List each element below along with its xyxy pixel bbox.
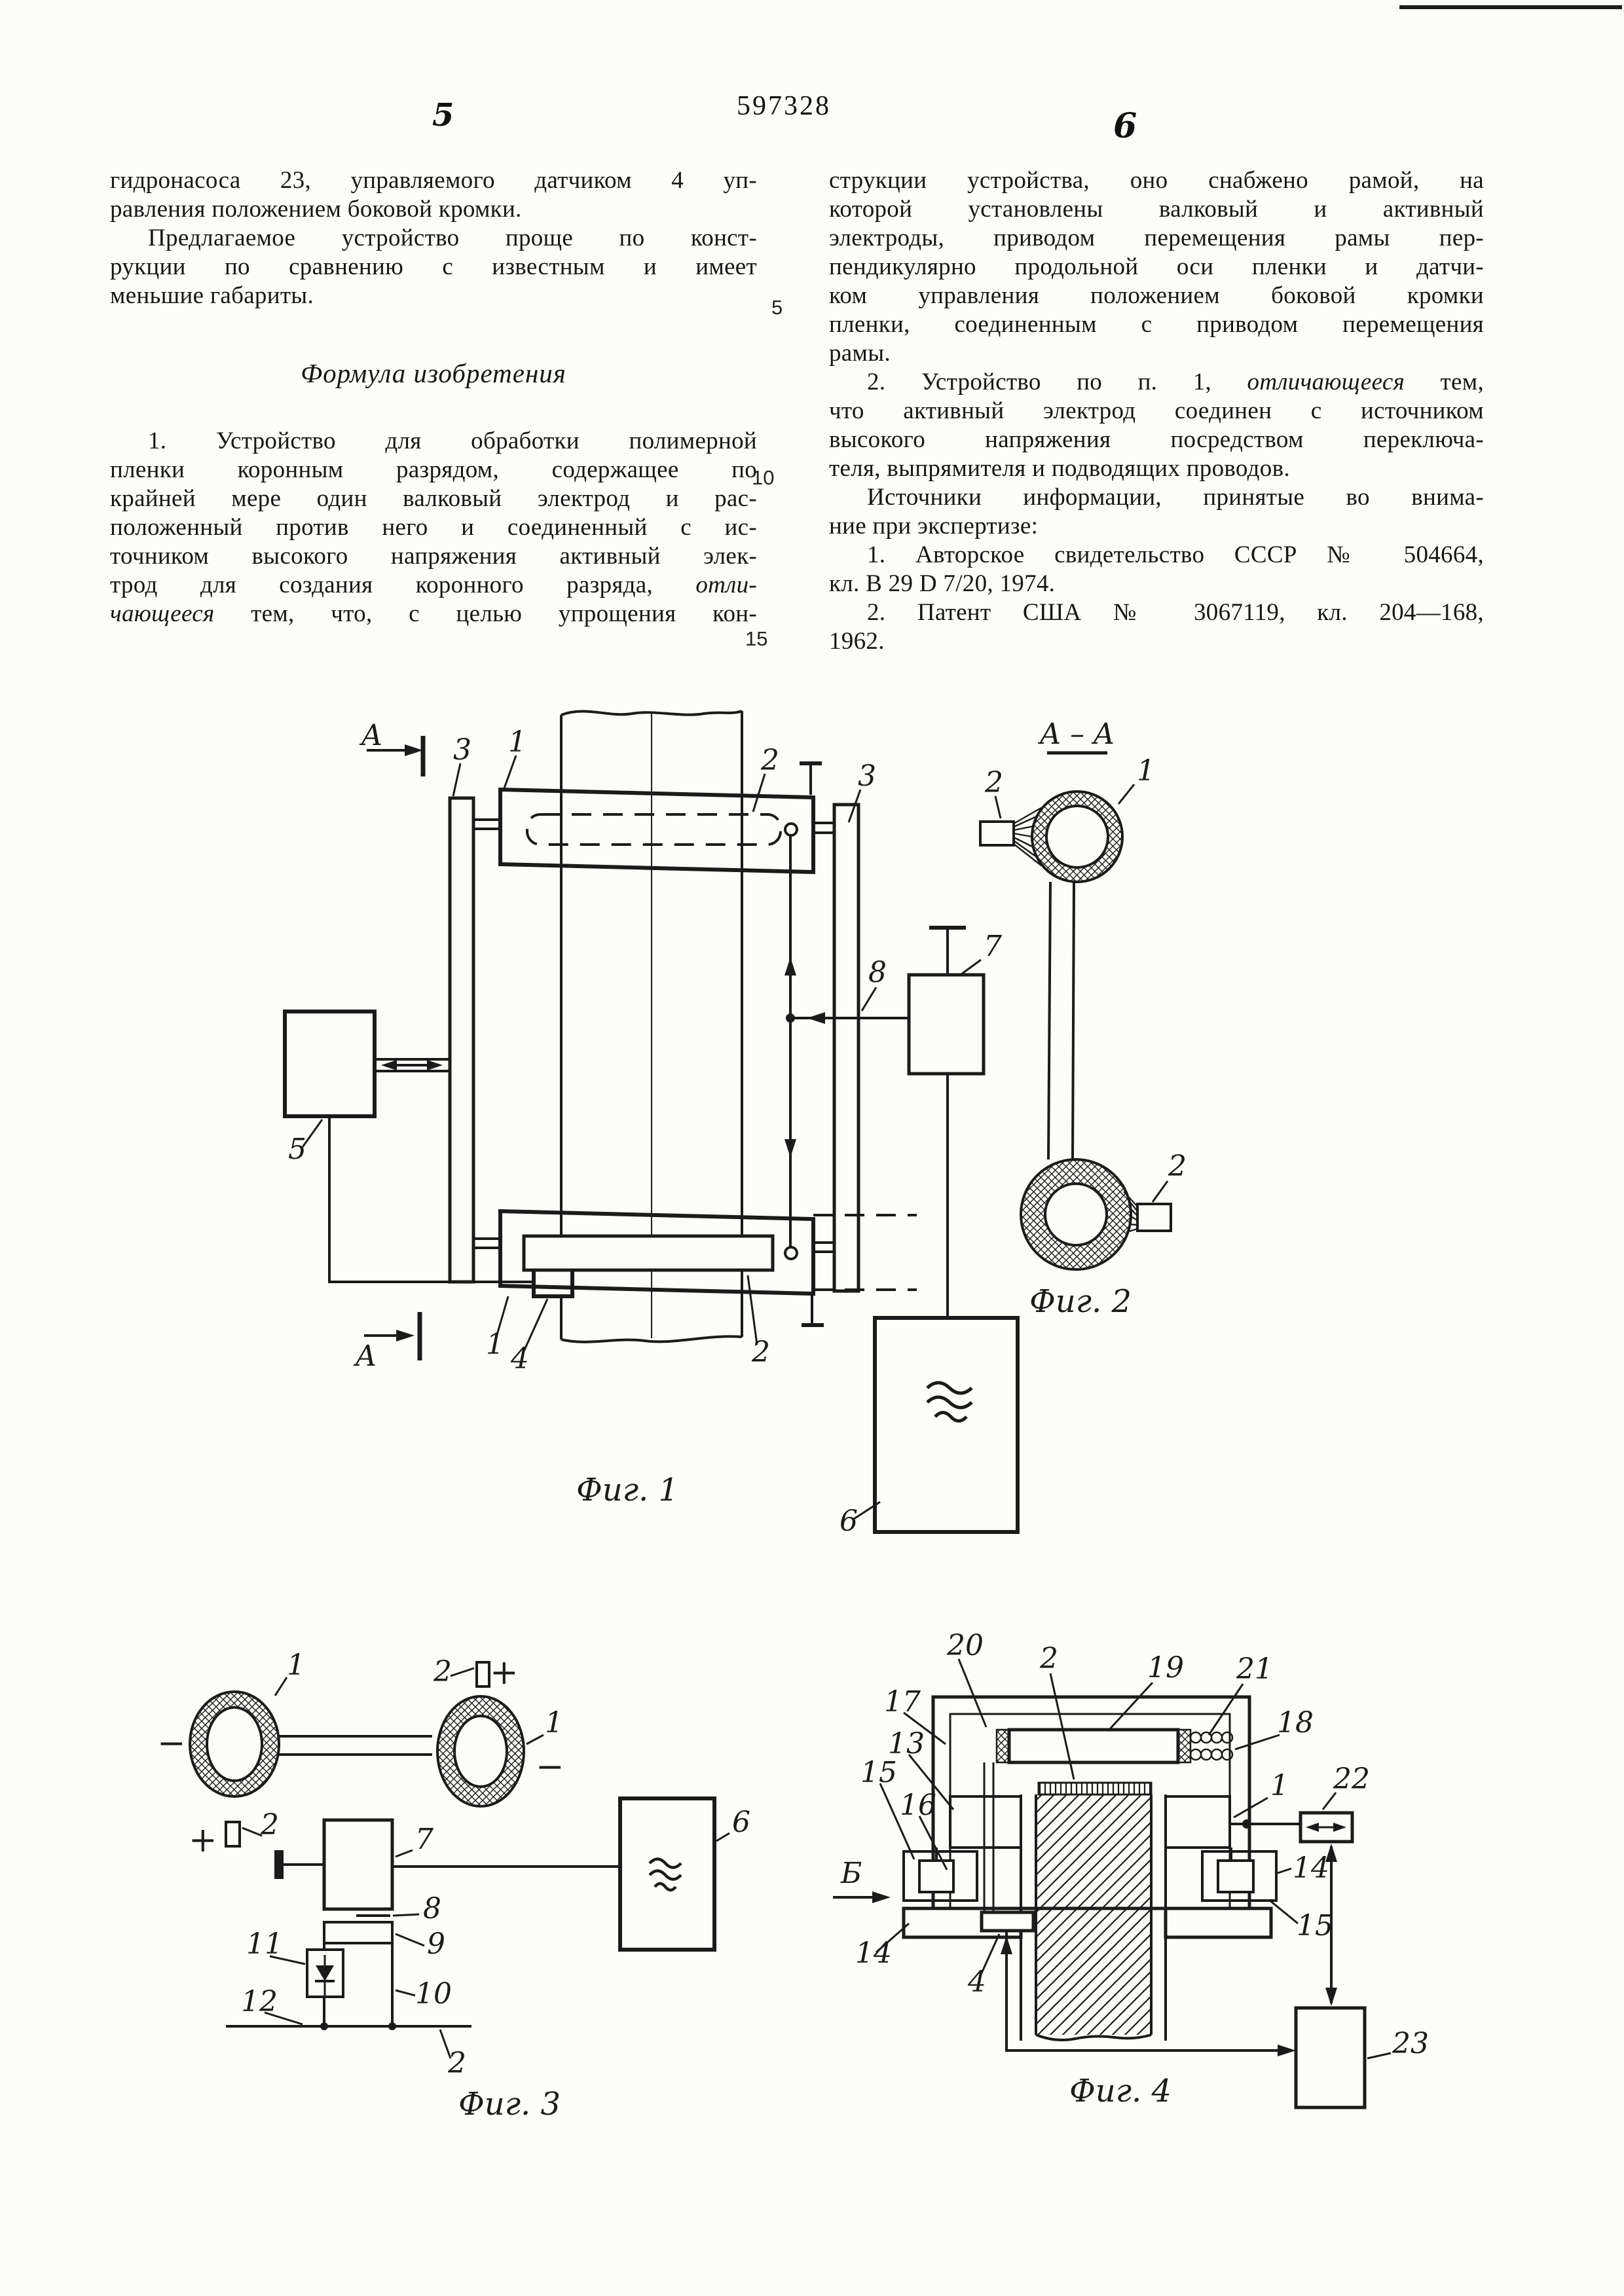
fig3-label-rectifier: 11 <box>246 1927 283 1961</box>
text-line: рукции по сравнению с известным и имеет <box>110 253 757 280</box>
fig3-sign-minus-left: − <box>157 1724 186 1763</box>
fig4-label-1: 1 <box>1270 1769 1289 1802</box>
fig1-collector-box <box>909 975 984 1074</box>
fig1-caption: Фиг. 1 <box>576 1472 679 1508</box>
text-line: высокого напряжения посредством переключа- <box>829 426 1484 453</box>
fig4-slide-right <box>1202 1848 1276 1901</box>
fig4-bearing-right <box>1178 1730 1190 1762</box>
fig2-section-title: A – A <box>1040 718 1115 751</box>
fig4-label-13: 13 <box>888 1727 925 1760</box>
fig1-label-collector: 7 <box>984 930 1002 963</box>
fig2-section-view <box>980 753 1171 1269</box>
fig3-label-roller-left: 1 <box>287 1649 305 1682</box>
fig4-roller19 <box>1009 1730 1178 1762</box>
text-line: 1. Авторское свидетельство СССР № 504664, <box>867 541 1484 568</box>
text-line: гидронасоса 23, управляемого датчиком 4 уп- <box>110 167 757 194</box>
patent-drawings <box>0 687 1624 2296</box>
fig4-label-22: 22 <box>1333 1762 1370 1796</box>
fig4-label-21: 21 <box>1236 1652 1273 1686</box>
fig3-label-body: 10 <box>415 1977 452 2011</box>
fig4-springs <box>1190 1732 1232 1760</box>
fig4-right-block <box>1166 1796 1230 1848</box>
fig1-frame-top <box>500 790 813 872</box>
fig3-label-collector: 7 <box>415 1823 434 1856</box>
fig1-label-link: 8 <box>868 956 887 989</box>
fig4-label-15-left: 15 <box>860 1756 897 1789</box>
scan-artifact-line <box>1399 5 1622 9</box>
fig4-bearing-left <box>997 1730 1009 1762</box>
fig4-caption: Фиг. 4 <box>1069 2073 1172 2109</box>
text-line: электроды, приводом перемещения рамы пер- <box>829 225 1484 251</box>
fig3-electrode-left <box>226 1822 240 1846</box>
fig4-label-14-left: 14 <box>855 1937 892 1970</box>
fig2-label-electrode-bottom: 2 <box>1168 1150 1187 1183</box>
fig3-roller-left <box>190 1692 279 1796</box>
text-line: трод для создания коронного разряда, отли- <box>110 572 757 598</box>
fig1-label-rail-right: 3 <box>858 759 876 793</box>
fig4-label-20: 20 <box>947 1629 984 1662</box>
fig4-pump23 <box>1296 2008 1365 2107</box>
left-column-para2 <box>110 427 757 629</box>
fig1-label-sensor: 4 <box>511 1342 529 1376</box>
fig3-label-ring: 9 <box>427 1927 445 1961</box>
fig1-hv-source <box>875 1318 1018 1532</box>
text-line: 1962. <box>829 628 885 655</box>
fig3-sign-plus-top: + <box>490 1653 519 1692</box>
fig4-label-23: 23 <box>1392 2027 1429 2060</box>
fig1-label-source: 6 <box>840 1504 858 1538</box>
line-number-5: 5 <box>771 296 783 319</box>
fig3-label-ground: 12 <box>241 1985 278 2018</box>
left-column-para1 <box>110 166 757 310</box>
fig4-sensor <box>982 1912 1033 1931</box>
fig4-left-block <box>950 1796 1021 1848</box>
text-line: ние при экспертизе: <box>829 513 1039 539</box>
fig4-feed-arrow <box>833 1891 891 1903</box>
fig2-label-roller: 1 <box>1137 754 1155 788</box>
fig2-caption: Фиг. 2 <box>1029 1283 1132 1320</box>
text-line: 1. Устройство для обработки полимерной <box>148 428 757 454</box>
text-line: струкции устройства, оно снабжено рамой, на <box>829 167 1484 194</box>
fig1-label-electrode-bottom: 2 <box>752 1336 770 1369</box>
fig3-label-film: 2 <box>448 2047 466 2080</box>
fig1-ground-collector <box>929 928 966 975</box>
line-number-10: 10 <box>752 466 775 489</box>
fig2-electrode-bottom <box>1137 1204 1171 1231</box>
fig3-label-roller-right: 1 <box>545 1706 563 1740</box>
fig1-label-drive: 5 <box>288 1133 306 1166</box>
text-line: пендикулярно продольной оси пленки и датчи- <box>829 253 1484 280</box>
fig1-tie-line <box>784 835 909 1247</box>
fig1-rail-right <box>834 805 858 1291</box>
fig1-rail-left <box>450 798 473 1282</box>
fig3-label-gap: 8 <box>423 1892 441 1925</box>
fig3-label-electrode-left: 2 <box>261 1808 279 1842</box>
fig1-label-section-bottom: A <box>356 1339 377 1373</box>
fig3-switch-contact <box>274 1850 284 1879</box>
right-column <box>829 166 1484 656</box>
text-line: Предлагаемое устройство проще по конст- <box>148 225 757 251</box>
fig3-electrode-top <box>477 1662 489 1686</box>
fig1-device-schematic <box>285 711 1018 1532</box>
text-line: положенный против него и соединенный с ис- <box>110 514 757 541</box>
fig1-ground-bottom <box>802 1294 824 1325</box>
fig2-roller-bottom <box>1021 1159 1131 1269</box>
text-line: ком управления положением боковой кромки <box>829 282 1484 309</box>
fig4-label-4: 4 <box>968 1965 986 1999</box>
page-number-left: 5 <box>432 97 454 134</box>
fig3-label-electrode-top: 2 <box>434 1655 452 1688</box>
patent-number: 597328 <box>737 91 831 121</box>
fig1-label-electrode-top: 2 <box>761 744 779 777</box>
fig4-label-14-right: 14 <box>1293 1851 1329 1885</box>
text-line: меньшие габариты. <box>110 282 314 309</box>
fig1-edge-sensor <box>534 1267 572 1296</box>
text-line: теля, выпрямителя и подводящих проводов. <box>829 455 1290 482</box>
text-line: равления положением боковой кромки. <box>110 196 522 223</box>
fig3-sign-minus-right: − <box>536 1747 564 1787</box>
text-line: рамы. <box>829 340 891 367</box>
fig3-slip-ring <box>324 1922 392 1943</box>
fig1-ground-top <box>800 763 822 795</box>
line-number-15: 15 <box>745 627 768 650</box>
text-line: пленки, соединенным с приводом перемещения <box>829 311 1484 338</box>
text-line: чающееся тем, что, с целью упрощения кон- <box>110 600 757 627</box>
fig1-electrode-bottom <box>524 1236 773 1270</box>
fig4-label-19: 19 <box>1147 1651 1184 1685</box>
text-line: точником высокого напряжения активный элек- <box>110 543 757 570</box>
fig2-leader-lines <box>995 784 1168 1202</box>
fig4-label-15-right: 15 <box>1297 1909 1333 1942</box>
fig4-label-18: 18 <box>1277 1706 1314 1740</box>
page-number-right: 6 <box>1113 106 1137 146</box>
text-line: кл. B 29 D 7/20, 1974. <box>829 570 1056 597</box>
fig3-caption: Фиг. 3 <box>458 2086 561 2123</box>
fig4-label-2: 2 <box>1040 1642 1058 1675</box>
fig2-label-electrode-top: 2 <box>985 766 1003 799</box>
fig1-electrode-bottom-terminal <box>785 1247 797 1259</box>
fig1-sensor-wire <box>329 1116 534 1282</box>
fig4-actuator22 <box>1301 1813 1352 1842</box>
fig1-drive-box <box>285 1011 375 1116</box>
fig1-label-frame-top: 1 <box>508 725 526 759</box>
fig1-label-section-top: A <box>361 719 382 752</box>
fig3-collector-box <box>324 1820 392 1909</box>
text-line: пленки коронным разрядом, содержащее по <box>110 456 757 483</box>
fig4-label-16: 16 <box>900 1789 936 1822</box>
fig1-label-frame-bottom: 1 <box>486 1328 504 1361</box>
fig4-base-right <box>1166 1908 1271 1937</box>
fig4-label-feed: Б <box>841 1857 862 1890</box>
fig2-bar <box>1048 882 1050 1159</box>
fig3-hv-source <box>620 1798 714 1950</box>
text-line: Источники информации, принятые во внима- <box>867 484 1484 511</box>
fig3-label-source: 6 <box>732 1806 750 1839</box>
fig2-roller-top <box>1032 792 1122 882</box>
fig1-electrode-top-terminal <box>785 824 797 835</box>
text-line: которой установлены валковый и активный <box>829 196 1484 223</box>
text-line: что активный электрод соединен с источником <box>829 397 1484 424</box>
fig1-drive-rod <box>375 1059 450 1071</box>
fig4-comb-electrode <box>1039 1783 1151 1795</box>
fig4-label-17: 17 <box>884 1685 921 1719</box>
text-line: 2. Устройство по п. 1, отличающееся тем, <box>867 369 1484 395</box>
claims-heading: Формула изобретения <box>301 358 566 388</box>
fig1-label-rail-left: 3 <box>453 733 471 767</box>
fig4-roller-column <box>1036 1795 1151 2035</box>
fig3-sign-plus-left: + <box>189 1821 217 1860</box>
text-line: крайней мере один валковый электрод и рас- <box>110 485 757 512</box>
fig2-electrode-top <box>980 822 1014 845</box>
fig3-roller-right <box>437 1696 524 1806</box>
text-line: 2. Патент США № 3067119, кл. 204—168, <box>867 599 1484 626</box>
